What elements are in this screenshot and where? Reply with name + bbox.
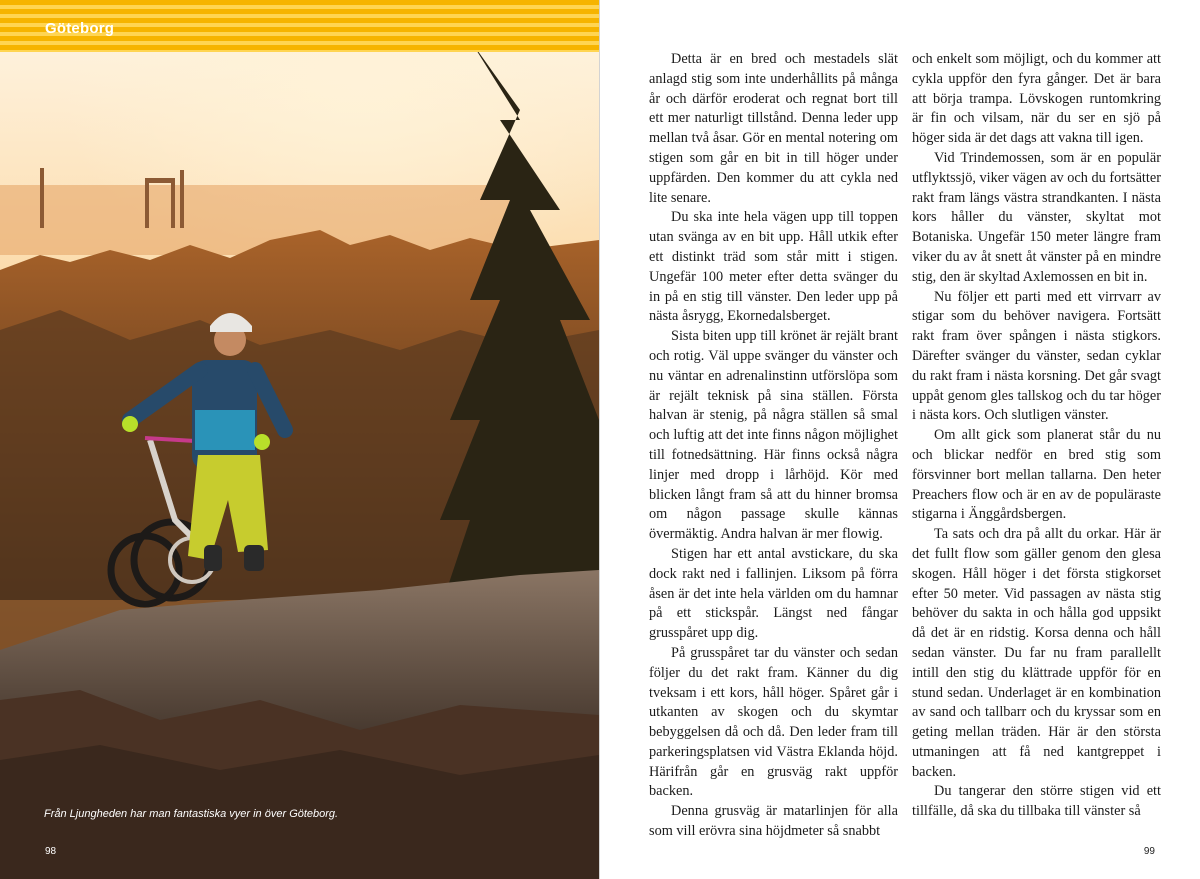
paragraph-continuation: och enkelt som möjligt, och du kommer att cykla uppför den fyra gånger. Det är bara att börja trampa. Lövskogen runtomkring är fin och vilsam, när du ser en sjö på höger sida är det dags att vakna till igen. [912, 51, 1161, 147]
page-number-right: 99 [1143, 846, 1155, 857]
paragraph: På grusspåret tar du vänster och sedan följer du det rakt fram. Känner du dig tveksam i ett kors, håll höger. Spåret går i utkanten av skogen och du skymtar bebyggelsen då och då. Den leder fram till parkeringsplatsen vid Västra Eklanda höjd. Härifrån går en grusväg rakt uppför backen. [649, 644, 898, 800]
text-column-1 [649, 50, 898, 842]
paragraph: Sista biten upp till krönet är rejält brant och rotig. Väl uppe svänger du vänster och nu väntar en adrenalinstinn utförslöpa som är rejält teknisk på sina ställen. Första halvan är stenig, på några ställen så smal och luftig att det inte finns någon möjlighet till fotnedsättning. Här finns också några linjer med dropp i lårhöjd. Kör med blicken långt fram så att du hinner bromsa om någon passage skulle kännas övermäktig. Andra halvan är mer flowig. [649, 328, 898, 543]
left-page [0, 0, 599, 879]
paragraph: Detta är en bred och mestadels slät anlagd stig som inte underhållits på många år och därför eroderat och regnat bort till ett mer naturligt tillstånd. Denna leder upp mellan två åsar. Gör en mental notering om stigen som går en bit in till höger under uppfärden. Den kommer du att cykla ned lite senare. [649, 51, 898, 206]
paragraph: Stigen har ett antal avstickare, du ska dock rakt ned i fallinjen. Liksom på förra åsen är det inte hela världen om du hamnar på ett stickspår. Längst ned fångar grusspåret upp dig. [649, 545, 898, 642]
photo-caption: Från Ljungheden har man fantastiska vyer in över Göteborg. [44, 808, 339, 820]
paragraph: Denna grusväg är matarlinjen för alla som vill erövra sina höjdmeter så snabbt [649, 803, 898, 840]
paragraph: Ta sats och dra på allt du orkar. Här är det fullt flow som gäller genom den glesa skogen. Håll höger i det första stigkorset efter 50 meter. Vid passagen av nästa stig behöver du sakta in och hålla god uppsikt då det är en ridstig. Korsa denna och håll sedan vänster. Du far nu fram parallellt intill den stig du klättrade uppför för en stund sedan. Underlaget är en kombination av sand och tallbarr och du kryssar som en geting mellan träden. Här är den största utmaningen att få ned kantgreppet i backen. [912, 526, 1161, 780]
text-column-2 [912, 50, 1161, 822]
section-title: Göteborg [45, 20, 115, 37]
right-page [600, 0, 1200, 879]
paragraph: Du tangerar den större stigen vid ett tillfälle, då ska du tillbaka till vänster så [912, 783, 1161, 820]
paragraph: Vid Trindemossen, som är en populär utflyktssjö, viker vägen av och du fortsätter rakt fram längs västra strandkanten. I nästa kors håller du vänster, skyltat mot Botaniska. Ungefär 150 meter längre fram viker du av åt snett åt vänster på en mindre stig, den är skyltad Axlemossen en bit in. [912, 149, 1161, 285]
page-number-left: 98 [45, 846, 57, 857]
paragraph: Nu följer ett parti med ett virrvarr av stigar som du behöver navigera. Fortsätt rakt fram över spången i nästa stigkors. Därefter svänger du vänster, sedan cyklar du rakt fram i nästa korsning. Det går svagt uppåt genom gles tallskog och du tar höger i nästa kors. Och slutligen vänster. [912, 288, 1161, 424]
paragraph: Du ska inte hela vägen upp till toppen utan svänga av en bit upp. Håll utkik efter ett distinkt träd som står mitt i stigen. Ungefär 100 meter efter detta svänger du in på en stig till vänster. Den leder upp på nästa åsrygg, Ekornedalsberget. [649, 209, 898, 325]
paragraph: Om allt gick som planerat står du nu och blickar nedför en bred stig som försvinner bort mellan tallarna. Den heter Preachers flow och är en av de populäraste stigarna i Änggårdsbergen. [912, 427, 1161, 523]
mountain-biker-photo [0, 0, 599, 879]
